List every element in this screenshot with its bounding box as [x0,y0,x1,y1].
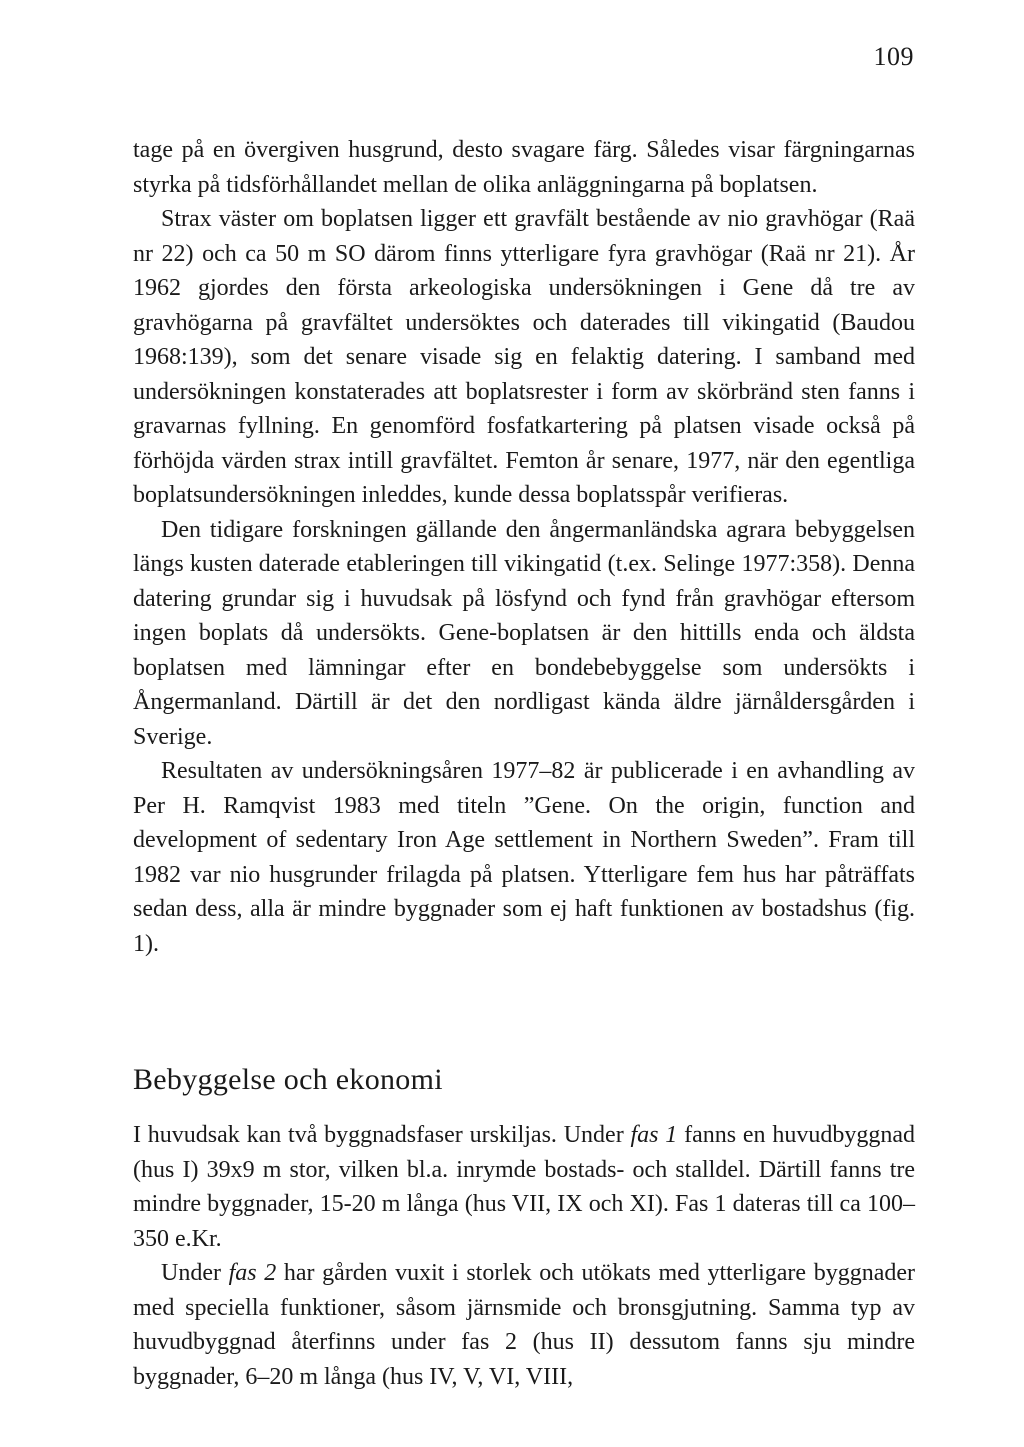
section-2-body [133,1118,915,1394]
paragraph-6 [133,1256,915,1394]
page-number: 109 [873,42,914,71]
paragraph-5 [133,1118,915,1256]
section-heading: Bebyggelse och ekonomi [133,1063,443,1096]
paragraph-6-emphasis: fas 2 [228,1260,277,1286]
paragraph-4: Resultaten av undersökningsåren 1977–82 är publicerade i en avhandling av Per H. Ramqvist 1983 med titeln ”Gene. On the origin, function and development of sedentary Iron Age settlement in Northern Sweden”. Fram till 1982 var nio husgrunder frilagda på platsen. Ytterligare fem hus har påträffats sedan dess, alla är mindre byggnader som ej haft funktionen av bostadshus (fig. 1). [133,758,915,957]
section-1-body [133,133,915,961]
paragraph-2: Strax väster om boplatsen ligger ett gravfält bestående av nio gravhögar (Raä nr 22) och ca 50 m SO därom finns ytterligare fyra gravhögar (Raä nr 21). År 1962 gjordes den första arkeologiska undersökningen i Gene då tre av gravhögarna på gravfältet undersöktes och daterades till vikingatid (Baudou 1968:139), som det senare visade sig en felaktig datering. I samband med undersökningen konstaterades att boplatsrester i form av skörbränd sten fanns i gravarnas fyllning. En genomförd fosfatkartering på platsen visade också på förhöjda värden strax intill gravfältet. Femton år senare, 1977, när den egentliga boplatsundersökningen inleddes, kunde dessa boplatsspår verifieras. [133,206,915,508]
paragraph-1: tage på en övergiven husgrund, desto svagare färg. Således visar färgningarnas styrka på tidsförhållandet mellan de olika anläggningarna på boplatsen. [133,137,915,198]
paragraph-5-text-b: fanns en huvudbyggnad (hus I) 39x9 m stor, vilken bl.a. inrymde bostads- och stalldel. Därtill fanns tre mindre byggnader, 15-20 m långa (hus VII, IX och XI). Fas 1 dateras till ca 100–350 e.Kr. [133,1122,915,1252]
paragraph-5-text-a: I huvudsak kan två byggnadsfaser urskiljas. Under [133,1122,631,1148]
paragraph-5-emphasis: fas 1 [630,1122,678,1148]
paragraph-3: Den tidigare forskningen gällande den ångermanländska agrara bebyggelsen längs kusten daterade etableringen till vikingatid (t.ex. Selinge 1977:358). Denna datering grundar sig i huvudsak på lösfynd och fynd från gravhögar eftersom ingen boplats då undersökts. Gene-boplatsen är den hittills enda och äldsta boplatsen med lämningar efter en bondebebyggelse som undersökts i Ångermanland. Därtill är det den nordligast kända äldre järnåldersgården i Sverige. [133,516,915,750]
paragraph-6-text-b: har gården vuxit i storlek och utökats med ytterligare byggnader med speciella funktioner, såsom järnsmide och bronsgjutning. Samma typ av huvudbyggnad återfinns under fas 2 (hus II) dessutom fanns sju mindre byggnader, 6–20 m långa (hus IV, V, VI, VIII, [133,1260,915,1390]
paragraph-6-text-a: Under [161,1260,229,1286]
